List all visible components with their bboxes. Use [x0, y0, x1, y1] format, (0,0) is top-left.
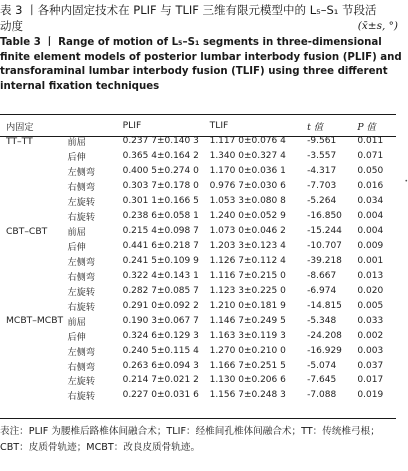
- cell-p-value: 0.013: [357, 270, 384, 281]
- cell-tlif-value: 0.976 7±0.030 6: [209, 181, 286, 192]
- cell-motion-direction: 左侧弯: [67, 167, 96, 179]
- cell-motion-direction: 前屈: [67, 316, 86, 328]
- cell-fixation-group: MCBT–MCBT: [6, 315, 64, 327]
- cell-tlif-value: 1.240 0±0.052 9: [209, 211, 286, 222]
- cell-t-value: -5.074: [307, 360, 337, 371]
- cell-motion-direction: 右旋转: [67, 391, 96, 403]
- cell-p-value: 0.019: [357, 390, 384, 401]
- cell-motion-direction: 左侧弯: [67, 256, 96, 268]
- cell-tlif-value: 1.117 0±0.076 4: [209, 136, 286, 147]
- cell-plif-value: 0.441 6±0.218 7: [122, 241, 199, 252]
- title-cn-line2: 动度: [0, 19, 23, 33]
- header-direction: [68, 117, 121, 134]
- cell-tlif-value: 1.146 7±0.249 5: [209, 315, 286, 326]
- cell-p-value: 0.009: [357, 241, 384, 252]
- cell-plif-value: 0.263 6±0.094 3: [122, 360, 199, 371]
- cell-p-value: 0.050: [357, 166, 384, 177]
- cell-fixation-group: [0, 268, 68, 283]
- header-t-value: t 值: [307, 121, 323, 133]
- cell-plif-value: 0.238 6±0.058 1: [122, 211, 199, 222]
- cell-tlif-value: 1.270 0±0.210 0: [209, 345, 286, 356]
- cell-p-value: 0.017: [357, 375, 384, 386]
- cell-t-value: -14.815: [307, 300, 342, 311]
- cell-fixation-group: [0, 373, 68, 388]
- cell-fixation-group: TT–TT: [6, 135, 33, 147]
- cell-plif-value: 0.303 7±0.178 0: [122, 181, 199, 192]
- table-row: [0, 239, 396, 254]
- cell-t-value: -7.645: [307, 375, 337, 386]
- cell-fixation-group: [0, 358, 68, 373]
- cell-tlif-value: 1.170 0±0.036 1: [209, 166, 286, 177]
- cell-motion-direction: 后伸: [67, 242, 86, 254]
- table-row: [0, 134, 396, 149]
- cell-plif-value: 0.322 4±0.143 1: [122, 270, 199, 281]
- cell-plif-value: 0.215 4±0.098 7: [122, 226, 199, 237]
- cell-p-value: 0.004: [357, 226, 384, 237]
- cell-fixation-group: [0, 164, 68, 179]
- cell-plif-value: 0.291 0±0.092 2: [122, 300, 199, 311]
- top-rule: [0, 114, 396, 115]
- cell-fixation-group: [0, 149, 68, 164]
- table-row: [0, 373, 396, 388]
- title-cn-line1: 表 3 丨各种内固定技术在 PLIF 与 TLIF 三维有限元模型中的 L₅–S₁ 节段活: [0, 3, 377, 17]
- table-row: [0, 268, 396, 283]
- cell-t-value: -16.929: [307, 345, 342, 356]
- cell-motion-direction: 后伸: [67, 331, 86, 343]
- cell-t-value: -5.264: [307, 196, 337, 207]
- cell-tlif-value: 1.126 7±0.112 4: [209, 255, 286, 266]
- cell-t-value: -16.850: [307, 211, 342, 222]
- table-header-row: [0, 117, 396, 134]
- cell-plif-value: 0.282 7±0.085 7: [122, 285, 199, 296]
- table-row: [0, 194, 396, 209]
- cell-p-value: 0.016: [357, 181, 384, 192]
- table-row: [0, 254, 396, 269]
- cell-motion-direction: 前屈: [67, 227, 86, 239]
- cell-fixation-group: [0, 388, 68, 403]
- cell-fixation-group: [0, 254, 68, 269]
- table-row: [0, 149, 396, 164]
- cell-t-value: -9.561: [307, 136, 337, 147]
- table-row: [0, 343, 396, 358]
- cell-t-value: -6.974: [307, 285, 337, 296]
- cell-t-value: -3.557: [307, 151, 337, 162]
- cell-plif-value: 0.301 1±0.166 5: [122, 196, 199, 207]
- cell-fixation-group: [0, 179, 68, 194]
- table-note: 表注：PLIF 为腰椎后路椎体间融合术；TLIF：经椎间孔椎体间融合术；TT：传统椎弓根；CBT：皮质骨轨迹；MCBT：改良皮质骨轨迹。: [0, 426, 380, 453]
- cell-t-value: -5.348: [307, 315, 337, 326]
- table-row: [0, 313, 396, 328]
- cell-t-value: -10.707: [307, 241, 342, 252]
- cell-fixation-group: [0, 239, 68, 254]
- header-p-value: P 值: [357, 121, 376, 133]
- cell-motion-direction: 左侧弯: [67, 346, 96, 358]
- cell-p-value: 0.002: [357, 330, 384, 341]
- header-plif: PLIF: [122, 120, 142, 131]
- cell-p-value: 0.004: [357, 211, 384, 222]
- cell-fixation-group: [0, 328, 68, 343]
- cell-tlif-value: 1.073 0±0.046 2: [209, 226, 286, 237]
- table-row: [0, 179, 396, 194]
- cell-motion-direction: 右旋转: [67, 212, 96, 224]
- cell-fixation-group: CBT–CBT: [6, 225, 48, 237]
- cell-plif-value: 0.241 5±0.109 9: [122, 255, 199, 266]
- table-row: [0, 164, 396, 179]
- cell-p-value: 0.020: [357, 285, 384, 296]
- cell-fixation-group: [0, 343, 68, 358]
- cell-motion-direction: 右侧弯: [67, 182, 96, 194]
- cell-plif-value: 0.190 3±0.067 7: [122, 315, 199, 326]
- cell-p-value: 0.037: [357, 360, 384, 371]
- table-row: [0, 328, 396, 343]
- cell-tlif-value: 1.210 0±0.181 9: [209, 300, 286, 311]
- cell-fixation-group: [0, 298, 68, 313]
- margin-mark: •: [404, 178, 408, 185]
- cell-tlif-value: 1.123 3±0.225 0: [209, 285, 286, 296]
- cell-tlif-value: 1.166 7±0.251 5: [209, 360, 286, 371]
- cell-p-value: 0.005: [357, 300, 384, 311]
- cell-fixation-group: [0, 194, 68, 209]
- cell-t-value: -39.218: [307, 255, 342, 266]
- cell-p-value: 0.001: [357, 255, 384, 266]
- cell-t-value: -4.317: [307, 166, 337, 177]
- cell-plif-value: 0.214 7±0.021 2: [122, 375, 199, 386]
- title-units: (x̄±s, °): [357, 20, 398, 32]
- cell-plif-value: 0.400 5±0.274 0: [122, 166, 199, 177]
- table-row: [0, 224, 396, 239]
- cell-tlif-value: 1.163 3±0.119 3: [209, 330, 286, 341]
- cell-motion-direction: 右侧弯: [67, 361, 96, 373]
- cell-motion-direction: 后伸: [67, 152, 86, 164]
- cell-fixation-group: [0, 209, 68, 224]
- cell-p-value: 0.034: [357, 196, 384, 207]
- header-fixation: 内固定: [6, 121, 34, 133]
- rom-table: [0, 117, 396, 403]
- cell-tlif-value: 1.116 7±0.215 0: [209, 270, 286, 281]
- cell-plif-value: 0.324 6±0.129 3: [122, 330, 199, 341]
- cell-t-value: -7.088: [307, 390, 337, 401]
- cell-p-value: 0.003: [357, 345, 384, 356]
- cell-tlif-value: 1.340 0±0.327 4: [209, 151, 286, 162]
- cell-p-value: 0.011: [357, 136, 384, 147]
- cell-tlif-value: 1.130 0±0.206 6: [209, 375, 286, 386]
- table-row: [0, 358, 396, 373]
- cell-t-value: -8.667: [307, 270, 337, 281]
- cell-plif-value: 0.227 0±0.031 6: [122, 390, 199, 401]
- cell-motion-direction: 前屈: [67, 137, 86, 149]
- table-title-en: Table 3 丨 Range of motion of L₅–S₁ segments in three-dimensional finite element models of posterior lumbar interbody fusion (PLIF) and transforaminal lumbar interbody fusion (TLIF) using three different internal fixation techniques: [0, 37, 402, 92]
- cell-motion-direction: 左旋转: [67, 197, 96, 209]
- table-row: [0, 388, 396, 403]
- cell-plif-value: 0.240 5±0.115 4: [122, 345, 199, 356]
- bottom-rule: [0, 418, 396, 419]
- cell-p-value: 0.033: [357, 315, 384, 326]
- cell-plif-value: 0.365 4±0.164 2: [122, 151, 199, 162]
- table-row: [0, 298, 396, 313]
- table-row: [0, 283, 396, 298]
- cell-tlif-value: 1.203 3±0.123 4: [209, 241, 286, 252]
- cell-motion-direction: 右旋转: [67, 301, 96, 313]
- cell-tlif-value: 1.156 7±0.248 3: [209, 390, 286, 401]
- cell-fixation-group: [0, 283, 68, 298]
- cell-motion-direction: 右侧弯: [67, 271, 96, 283]
- table-row: [0, 209, 396, 224]
- cell-motion-direction: 左旋转: [67, 286, 96, 298]
- cell-tlif-value: 1.053 3±0.080 8: [209, 196, 286, 207]
- header-tlif: TLIF: [209, 120, 229, 131]
- cell-t-value: -7.703: [307, 181, 337, 192]
- table-title-cn: [0, 2, 400, 34]
- cell-motion-direction: 左旋转: [67, 376, 96, 388]
- cell-plif-value: 0.237 7±0.140 3: [122, 136, 199, 147]
- cell-p-value: 0.071: [357, 151, 384, 162]
- cell-t-value: -24.208: [307, 330, 342, 341]
- cell-t-value: -15.244: [307, 226, 342, 237]
